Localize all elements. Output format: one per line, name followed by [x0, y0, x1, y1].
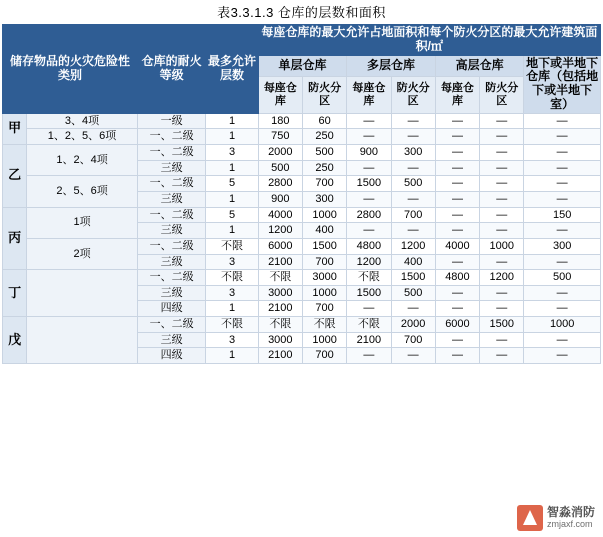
high-warehouse-area-cell: —: [435, 285, 479, 301]
high-warehouse-area-cell: —: [435, 332, 479, 348]
multi-zone-area-cell: —: [391, 301, 435, 317]
multi-zone-area-cell: —: [391, 223, 435, 239]
multi-warehouse-area-cell: 1500: [347, 285, 391, 301]
hazard-item-cell: 2项: [27, 238, 138, 269]
fire-resistance-cell: 一、二级: [137, 145, 205, 161]
max-floors-cell: 不限: [206, 270, 258, 286]
table-row: [3, 317, 601, 333]
watermark-sub: zmjaxf.com: [546, 518, 593, 529]
multi-warehouse-area-cell: 2100: [347, 332, 391, 348]
basement-zone-area-cell: 150: [524, 207, 601, 223]
multi-warehouse-area-cell: —: [347, 129, 391, 145]
multi-zone-area-cell: 700: [391, 207, 435, 223]
hazard-item-cell: 2、5、6项: [27, 176, 138, 207]
single-zone-area-cell: 700: [302, 348, 346, 364]
high-warehouse-area-cell: —: [435, 145, 479, 161]
single-warehouse-area-cell: 1200: [258, 223, 302, 239]
table-row: [3, 145, 601, 161]
high-warehouse-area-cell: —: [435, 176, 479, 192]
header-single-storey: 单层仓库: [258, 55, 347, 77]
high-warehouse-area-cell: —: [435, 191, 479, 207]
high-warehouse-area-cell: 6000: [435, 317, 479, 333]
hazard-item-cell: [27, 317, 138, 364]
high-zone-area-cell: —: [480, 145, 524, 161]
table-row: [3, 129, 601, 145]
single-zone-area-cell: 不限: [302, 317, 346, 333]
header-max-floors: 最多允许层数: [206, 25, 258, 114]
basement-zone-area-cell: 300: [524, 238, 601, 254]
multi-zone-area-cell: 500: [391, 285, 435, 301]
fire-resistance-cell: 一级: [137, 113, 205, 129]
high-warehouse-area-cell: 4800: [435, 270, 479, 286]
multi-warehouse-area-cell: 2800: [347, 207, 391, 223]
single-warehouse-area-cell: 2100: [258, 301, 302, 317]
table-row: [3, 113, 601, 129]
single-zone-area-cell: 300: [302, 191, 346, 207]
basement-zone-area-cell: —: [524, 348, 601, 364]
table-row: [3, 238, 601, 254]
fire-resistance-cell: 四级: [137, 348, 205, 364]
high-zone-area-cell: —: [480, 207, 524, 223]
multi-zone-area-cell: —: [391, 129, 435, 145]
max-floors-cell: 1: [206, 129, 258, 145]
table-row: [3, 270, 601, 286]
watermark: [517, 505, 595, 531]
high-warehouse-area-cell: —: [435, 223, 479, 239]
header-fire-resistance: 仓库的耐火等级: [137, 25, 205, 114]
header-high-rise: 高层仓库: [435, 55, 524, 77]
max-floors-cell: 不限: [206, 238, 258, 254]
hazard-category-cell: 乙: [3, 145, 27, 208]
single-warehouse-area-cell: 750: [258, 129, 302, 145]
basement-zone-area-cell: —: [524, 191, 601, 207]
fire-resistance-cell: 三级: [137, 285, 205, 301]
header-single-zone-1: 防火分区: [302, 77, 346, 114]
multi-warehouse-area-cell: —: [347, 113, 391, 129]
single-warehouse-area-cell: 3000: [258, 332, 302, 348]
fire-resistance-cell: 一、二级: [137, 317, 205, 333]
header-area-group: 每座仓库的最大允许占地面积和每个防火分区的最大允许建筑面积/㎡: [258, 25, 600, 56]
hazard-item-cell: [27, 270, 138, 317]
basement-zone-area-cell: —: [524, 160, 601, 176]
multi-zone-area-cell: 300: [391, 145, 435, 161]
fire-resistance-cell: 一、二级: [137, 238, 205, 254]
watermark-main: 智淼消防: [546, 505, 595, 520]
header-basement: 地下或半地下仓库（包括地下或半地下室）: [524, 55, 601, 113]
single-zone-area-cell: 1500: [302, 238, 346, 254]
single-warehouse-area-cell: 500: [258, 160, 302, 176]
multi-warehouse-area-cell: 900: [347, 145, 391, 161]
high-warehouse-area-cell: —: [435, 113, 479, 129]
max-floors-cell: 1: [206, 191, 258, 207]
basement-zone-area-cell: —: [524, 176, 601, 192]
max-floors-cell: 1: [206, 113, 258, 129]
high-zone-area-cell: —: [480, 113, 524, 129]
fire-resistance-cell: 三级: [137, 254, 205, 270]
max-floors-cell: 1: [206, 348, 258, 364]
fire-resistance-cell: 四级: [137, 301, 205, 317]
hazard-category-cell: 戊: [3, 317, 27, 364]
single-warehouse-area-cell: 2000: [258, 145, 302, 161]
fire-resistance-cell: 一、二级: [137, 207, 205, 223]
multi-zone-area-cell: —: [391, 160, 435, 176]
hazard-item-cell: 3、4项: [27, 113, 138, 129]
flame-icon: [517, 505, 543, 531]
max-floors-cell: 3: [206, 285, 258, 301]
multi-zone-area-cell: 700: [391, 332, 435, 348]
multi-zone-area-cell: 1500: [391, 270, 435, 286]
single-warehouse-area-cell: 900: [258, 191, 302, 207]
multi-warehouse-area-cell: 1200: [347, 254, 391, 270]
warehouse-area-table: [2, 24, 601, 364]
multi-warehouse-area-cell: 4800: [347, 238, 391, 254]
hazard-item-cell: 1、2、4项: [27, 145, 138, 176]
max-floors-cell: 3: [206, 145, 258, 161]
basement-zone-area-cell: —: [524, 301, 601, 317]
high-zone-area-cell: 1500: [480, 317, 524, 333]
single-zone-area-cell: 250: [302, 129, 346, 145]
single-warehouse-area-cell: 3000: [258, 285, 302, 301]
max-floors-cell: 1: [206, 301, 258, 317]
single-zone-area-cell: 1000: [302, 285, 346, 301]
single-zone-area-cell: 700: [302, 176, 346, 192]
single-zone-area-cell: 700: [302, 254, 346, 270]
hazard-category-cell: 丁: [3, 270, 27, 317]
high-warehouse-area-cell: —: [435, 301, 479, 317]
multi-zone-area-cell: —: [391, 348, 435, 364]
single-zone-area-cell: 1000: [302, 207, 346, 223]
header-high-warehouse: 每座仓库: [435, 77, 479, 114]
max-floors-cell: 1: [206, 160, 258, 176]
single-warehouse-area-cell: 2800: [258, 176, 302, 192]
multi-warehouse-area-cell: —: [347, 301, 391, 317]
high-zone-area-cell: 1000: [480, 238, 524, 254]
high-zone-area-cell: —: [480, 176, 524, 192]
high-warehouse-area-cell: 4000: [435, 238, 479, 254]
high-zone-area-cell: —: [480, 191, 524, 207]
basement-zone-area-cell: —: [524, 332, 601, 348]
high-zone-area-cell: —: [480, 301, 524, 317]
fire-resistance-cell: 一、二级: [137, 270, 205, 286]
high-zone-area-cell: —: [480, 285, 524, 301]
single-warehouse-area-cell: 2100: [258, 348, 302, 364]
multi-zone-area-cell: 400: [391, 254, 435, 270]
high-warehouse-area-cell: —: [435, 160, 479, 176]
max-floors-cell: 5: [206, 176, 258, 192]
max-floors-cell: 3: [206, 332, 258, 348]
basement-zone-area-cell: —: [524, 145, 601, 161]
single-zone-area-cell: 700: [302, 301, 346, 317]
table-body: [3, 113, 601, 363]
basement-zone-area-cell: 500: [524, 270, 601, 286]
max-floors-cell: 5: [206, 207, 258, 223]
high-zone-area-cell: —: [480, 223, 524, 239]
single-zone-area-cell: 1000: [302, 332, 346, 348]
single-warehouse-area-cell: 180: [258, 113, 302, 129]
multi-zone-area-cell: 1200: [391, 238, 435, 254]
high-warehouse-area-cell: —: [435, 207, 479, 223]
high-zone-area-cell: 1200: [480, 270, 524, 286]
single-warehouse-area-cell: 4000: [258, 207, 302, 223]
hazard-item-cell: 1项: [27, 207, 138, 238]
single-warehouse-area-cell: 不限: [258, 270, 302, 286]
max-floors-cell: 3: [206, 254, 258, 270]
single-warehouse-area-cell: 2100: [258, 254, 302, 270]
fire-resistance-cell: 三级: [137, 191, 205, 207]
header-hazard: 储存物品的火灾危险性类别: [3, 25, 138, 114]
header-multi-storey: 多层仓库: [347, 55, 436, 77]
single-warehouse-area-cell: 不限: [258, 317, 302, 333]
multi-zone-area-cell: —: [391, 113, 435, 129]
single-zone-area-cell: 250: [302, 160, 346, 176]
fire-resistance-cell: 三级: [137, 160, 205, 176]
hazard-category-cell: 甲: [3, 113, 27, 144]
multi-warehouse-area-cell: 不限: [347, 270, 391, 286]
multi-warehouse-area-cell: 1500: [347, 176, 391, 192]
multi-warehouse-area-cell: —: [347, 191, 391, 207]
hazard-category-cell: 丙: [3, 207, 27, 270]
basement-zone-area-cell: —: [524, 113, 601, 129]
multi-zone-area-cell: —: [391, 191, 435, 207]
high-warehouse-area-cell: —: [435, 348, 479, 364]
table-caption: 表3.3.1.3 仓库的层数和面积: [217, 5, 386, 20]
single-zone-area-cell: 3000: [302, 270, 346, 286]
header-multi-zone: 防火分区: [391, 77, 435, 114]
basement-zone-area-cell: —: [524, 129, 601, 145]
fire-resistance-cell: 一、二级: [137, 129, 205, 145]
multi-warehouse-area-cell: 不限: [347, 317, 391, 333]
fire-resistance-cell: 三级: [137, 332, 205, 348]
high-warehouse-area-cell: —: [435, 254, 479, 270]
basement-zone-area-cell: 1000: [524, 317, 601, 333]
multi-zone-area-cell: 2000: [391, 317, 435, 333]
basement-zone-area-cell: —: [524, 223, 601, 239]
high-zone-area-cell: —: [480, 348, 524, 364]
single-warehouse-area-cell: 6000: [258, 238, 302, 254]
multi-zone-area-cell: 500: [391, 176, 435, 192]
high-zone-area-cell: —: [480, 332, 524, 348]
multi-warehouse-area-cell: —: [347, 348, 391, 364]
hazard-item-cell: 1、2、5、6项: [27, 129, 138, 145]
single-zone-area-cell: 60: [302, 113, 346, 129]
header-multi-warehouse: 每座仓库: [347, 77, 391, 114]
high-zone-area-cell: —: [480, 160, 524, 176]
fire-resistance-cell: 一、二级: [137, 176, 205, 192]
header-high-zone: 防火分区: [480, 77, 524, 114]
multi-warehouse-area-cell: —: [347, 160, 391, 176]
single-zone-area-cell: 400: [302, 223, 346, 239]
max-floors-cell: 不限: [206, 317, 258, 333]
table-row: [3, 207, 601, 223]
max-floors-cell: 1: [206, 223, 258, 239]
high-zone-area-cell: —: [480, 129, 524, 145]
basement-zone-area-cell: —: [524, 285, 601, 301]
high-warehouse-area-cell: —: [435, 129, 479, 145]
header-single-warehouse-1: 每座仓库: [258, 77, 302, 114]
table-row: [3, 176, 601, 192]
single-zone-area-cell: 500: [302, 145, 346, 161]
fire-resistance-cell: 三级: [137, 223, 205, 239]
high-zone-area-cell: —: [480, 254, 524, 270]
multi-warehouse-area-cell: —: [347, 223, 391, 239]
basement-zone-area-cell: —: [524, 254, 601, 270]
